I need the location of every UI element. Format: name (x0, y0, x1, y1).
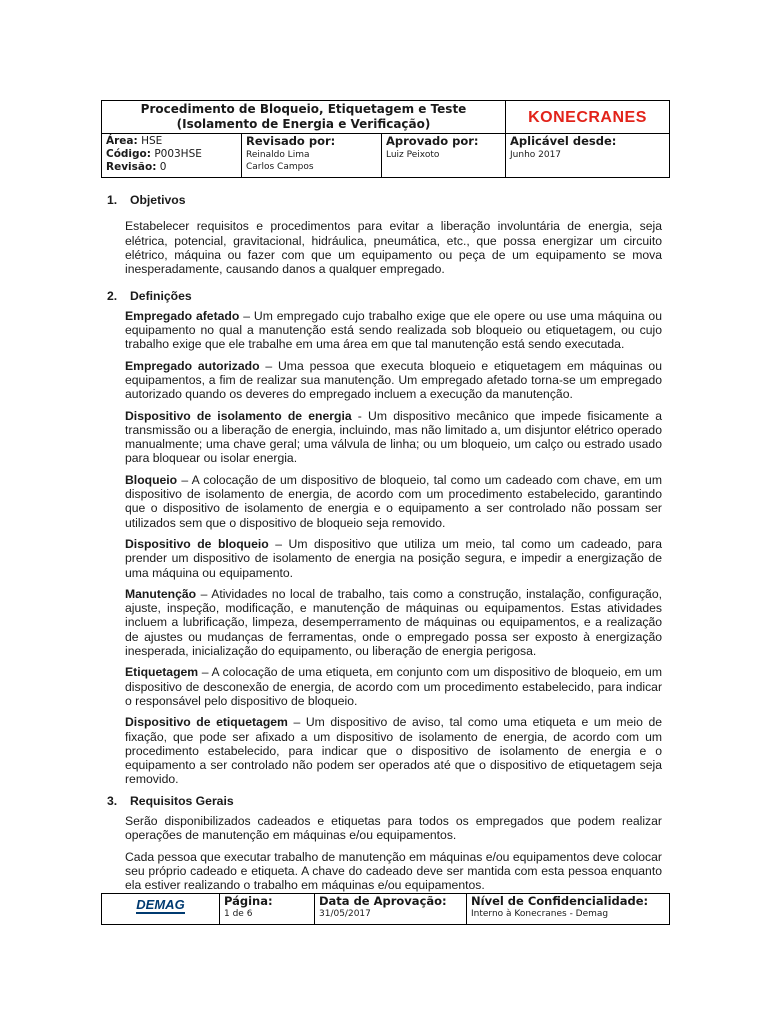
area-label: Área: (106, 135, 138, 147)
applicable-value: Junho 2017 (510, 150, 562, 160)
page-cell (220, 894, 315, 925)
reviewer-name: Carlos Campos (246, 162, 314, 172)
definition-item: Dispositivo de etiquetagem – Um dispositivo de aviso, tal como uma etiqueta e um meio de fixação, que pode ser afixado a um dispositivo de isolamento de energia, de acordo com um procedimento estabelecido, para indicar que o dispositivo de isolamento de energia e o equipamento a ser controlado não podem ser operados até que o dispositivo de etiquetagem seja removido. (125, 715, 662, 787)
document-body (107, 193, 662, 899)
applicable-cell (506, 134, 670, 178)
code-value: P003HSE (154, 148, 202, 160)
document-info (102, 134, 242, 178)
section-heading: 1. Objetivos (107, 193, 186, 207)
approver-name: Luiz Peixoto (386, 150, 440, 160)
applicable-label: Aplicável desde: (510, 134, 617, 148)
definition-item: Empregado autorizado – Uma pessoa que executa bloqueio e etiquetagem em máquinas ou equipamentos, a fim de realizar sua manutenção. Um empregado afetado torna-se um empregado autorizado quando os deveres do empregado incluem a execução da manutenção. (125, 358, 662, 402)
definition-item: Manutenção – Atividades no local de trabalho, tais como a construção, instalação, configuração, ajuste, inspeção, modificação, e manutenção de máquinas ou equipamentos. Estas atividades incluem a lubrificação, limpeza, desemperramento de máquinas ou equipamentos, e a realização de ajustes ou mudanças de ferramentas, onde o empregado possa ser exposto à energização inesperada, inicialização do equipamento, ou liberação de energia perigosa. (125, 586, 662, 659)
revision-label: Revisão: (106, 161, 157, 173)
approved-label: Aprovado por: (386, 134, 479, 148)
definition-item: Etiquetagem – A colocação de uma etiqueta, em conjunto com um dispositivo de bloqueio, em um dispositivo de desconexão de energia, de acordo com um procedimento estabelecido, para indicar o responsável pelo dispositivo de bloqueio. (125, 665, 662, 708)
approved-cell (382, 134, 506, 178)
revision-value: 0 (159, 161, 167, 173)
reviewer-name: Reinaldo Lima (246, 150, 310, 160)
requirement-paragraph: Serão disponibilizados cadeados e etiquetas para todos os empregados que podem realizar operações de manutenção em máquinas e/ou equipamentos. (125, 813, 662, 843)
requirement-paragraph: Cada pessoa que executar trabalho de manutenção em máquinas e/ou equipamentos deve colocar seu próprio cadeado e etiqueta. A chave do cadeado deve ser mantida com esta pessoa enquanto ela estiver realizando o trabalho em máquinas e/ou equipamentos. (125, 849, 662, 893)
document-title: Procedimento de Bloqueio, Etiquetagem e Teste (Isolamento de Energia e Verificação) (102, 101, 506, 134)
confidentiality-label: Nível de Confidencialidade: (471, 894, 649, 908)
demag-logo: DEMAG (102, 894, 220, 925)
definition-item: Dispositivo de isolamento de energia - Um dispositivo mecânico que impede fisicamente a transmissão ou a liberação de energia, incluindo, mas não limitado a, um disjuntor elétrico operado manualmente; uma chave geral; uma válvula de linha; ou um bloqueio, um calço ou estrado usado para bloquear ou isolar energia. (125, 408, 662, 466)
definition-item: Dispositivo de bloqueio – Um dispositivo que utiliza um meio, tal como um cadeado, para prender um dispositivo de isolamento de energia na posição segura, e impedir a energização de uma máquina ou equipamento. (125, 536, 662, 580)
page-number: 1 de 6 (224, 909, 253, 919)
approval-date-value: 31/05/2017 (319, 909, 371, 919)
reviewed-label: Revisado por: (246, 134, 336, 148)
area-value: HSE (141, 135, 163, 147)
section-heading: 2. Definições (107, 289, 192, 304)
definition-item: Empregado afetado – Um empregado cujo trabalho exige que ele opere ou use uma máquina ou equipamento no qual a manutenção está sendo realizada sob bloqueio ou etiquetagem, ou cujo trabalho exige que ele trabalhe em uma área em que tal manutenção está sendo executada. (125, 308, 662, 352)
code-label: Código: (106, 148, 151, 160)
document-footer (101, 893, 670, 925)
section-heading: 3. Requisitos Gerais (107, 793, 234, 808)
document-header (101, 100, 670, 178)
reviewed-cell (242, 134, 382, 178)
confidentiality-value: Interno à Konecranes - Demag (471, 909, 609, 919)
approval-date-cell (315, 894, 467, 925)
definition-item: Bloqueio – A colocação de um dispositivo de bloqueio, tal como um cadeado com chave, em um dispositivo de isolamento de energia, de acordo com um procedimento estabelecido, garantindo que o dispositivo de isolamento de energia e o equipamento a ser controlado não possam ser utilizados sem que o dispositivo de bloqueio seja removido. (125, 472, 662, 530)
objective-paragraph: Estabelecer requisitos e procedimentos para evitar a liberação involuntária de energia, seja elétrica, potencial, gravitacional, hidráulica, pneumática, etc., que possa energizar um circuito elétrico, máquina ou fazer com que um equipamento ou peça de um equipamento se mova inesperadamente, causando danos a qualquer empregado. (125, 219, 662, 277)
confidentiality-cell (467, 894, 670, 925)
page-label: Página: (224, 894, 273, 908)
konecranes-logo: KONECRANES (506, 101, 670, 134)
approval-date-label: Data de Aprovação: (319, 894, 447, 908)
